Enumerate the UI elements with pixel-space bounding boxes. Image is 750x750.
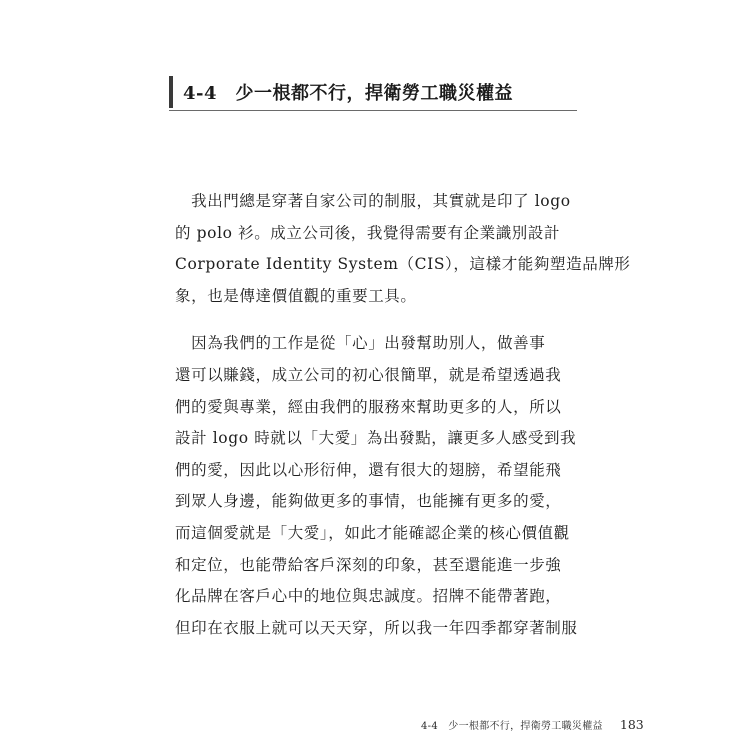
text-line: 因為我們的工作是從「心」出發幫助別人，做善事 <box>175 334 546 353</box>
text-line: 而這個愛就是「大愛」，如此才能確認企業的核心價值觀 <box>175 523 570 542</box>
page-footer <box>421 714 644 733</box>
page-number: 183 <box>619 717 644 732</box>
text-line: 到眾人身邊，能夠做更多的事情，也能擁有更多的愛， <box>175 492 562 511</box>
section-title: 4-4 少一根都不行，捍衛勞工職災權益 <box>183 83 514 104</box>
text-line: 的 polo 衫。成立公司後，我覺得需要有企業識別設計 <box>175 223 561 242</box>
text-line: 象，也是傳達價值觀的重要工具。 <box>175 286 417 305</box>
text-line: 們的愛，因此以心形衍伸，還有很大的翅膀，希望能飛 <box>175 460 562 479</box>
paragraph-spacer <box>175 312 585 328</box>
text-line: 但印在衣服上就可以天天穿，所以我一年四季都穿著制服 <box>175 618 578 637</box>
running-title: 4-4 少一根都不行，捍衛勞工職災權益 <box>421 721 603 732</box>
text-line: 我出門總是穿著自家公司的制服，其實就是印了 logo <box>175 192 571 210</box>
text-line: 化品牌在客戶心中的地位與忠誠度。招牌不能帶著跑， <box>175 587 562 606</box>
body-text <box>175 186 631 644</box>
paragraph-1 <box>175 186 631 312</box>
text-line: 還可以賺錢，成立公司的初心很簡單，就是希望透過我 <box>175 365 562 384</box>
section-header <box>169 74 577 111</box>
header-accent-bar <box>169 76 173 108</box>
text-line: 設計 logo 時就以「大愛」為出發點，讓更多人感受到我 <box>175 429 577 448</box>
paragraph-2 <box>175 328 585 644</box>
text-line: Corporate Identity System（CIS），這樣才能夠塑造品牌形 <box>175 255 631 274</box>
text-line: 們的愛與專業，經由我們的服務來幫助更多的人，所以 <box>175 397 562 416</box>
text-line: 和定位，也能帶給客戶深刻的印象，甚至還能進一步強 <box>175 555 562 574</box>
